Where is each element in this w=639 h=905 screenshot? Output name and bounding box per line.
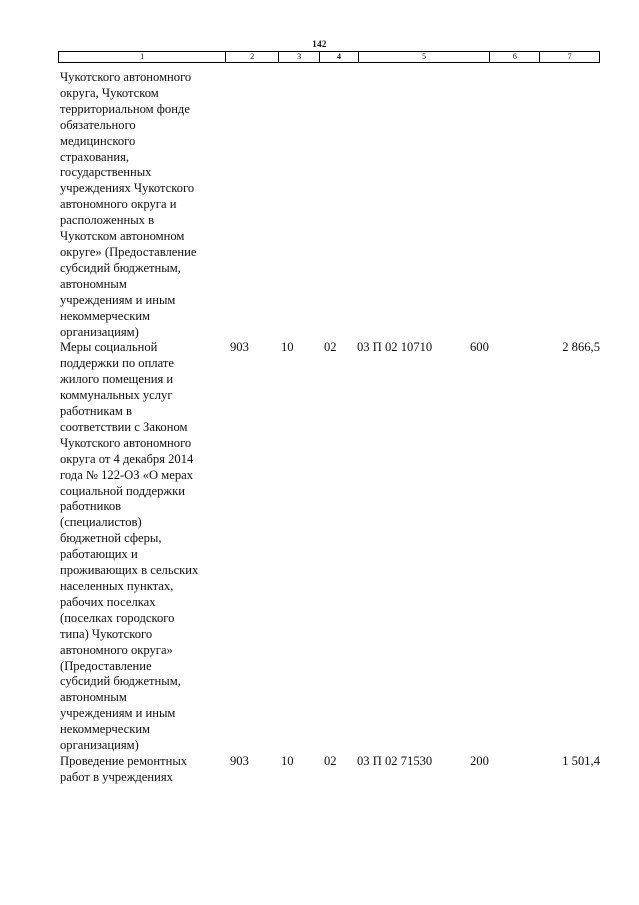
row-description: Чукотского автономного округа, Чукотском территориальном фонде обязательного медицинского страхования, государственных учреждениях Чукотского автономного округа и расположенных в Чукотском автономном округе» (Предоставление субсидий бюджетным, автономным учреждениям и иным некоммерческим организациям) <box>60 70 197 339</box>
row-sum: 1 501,4 <box>562 753 600 768</box>
row-section: 10 <box>281 753 294 768</box>
table-header <box>58 51 600 63</box>
row-description: Проведение ремонтных работ в учреждениях <box>60 753 188 784</box>
row-ministry-code: 903 <box>230 753 249 768</box>
row-expense-type: 600 <box>470 340 489 355</box>
page-number: 142 <box>312 39 327 49</box>
row-subsection: 02 <box>324 753 337 768</box>
table-row <box>60 754 600 786</box>
row-expense-type: 200 <box>470 753 489 768</box>
row-section: 10 <box>281 340 294 355</box>
header-col-5: 5 <box>359 52 491 62</box>
header-col-3: 3 <box>279 52 320 62</box>
header-col-4: 4 <box>320 52 359 62</box>
row-subsection: 02 <box>324 340 337 355</box>
row-target-article: 03 П 02 10710 <box>357 340 433 355</box>
row-description: Меры социальной поддержки по оплате жилого помещения и коммунальных услуг работникам в соответствии с Законом Чукотского автономного округа от 4 декабря 2014 года № 122-ОЗ «О мерах социальной поддержки работников (специалистов) бюджетной сферы, работающих и проживающих в сельских населенных пунктах, рабочих поселках (поселках городского типа) Чукотского автономного округа» (Предоставление субсидий бюджетным, автономным учреждениям и иным некоммерческим организациям) <box>60 340 199 753</box>
header-col-2: 2 <box>226 52 279 62</box>
header-col-1: 1 <box>59 52 226 62</box>
row-ministry-code: 903 <box>230 340 249 355</box>
row-sum: 2 866,5 <box>562 340 600 355</box>
table-row <box>60 340 600 754</box>
table-row <box>60 70 600 340</box>
table-body <box>60 70 600 786</box>
row-target-article: 03 П 02 71530 <box>357 753 433 768</box>
header-col-7: 7 <box>567 52 572 61</box>
header-col-6: 6 <box>490 52 540 62</box>
